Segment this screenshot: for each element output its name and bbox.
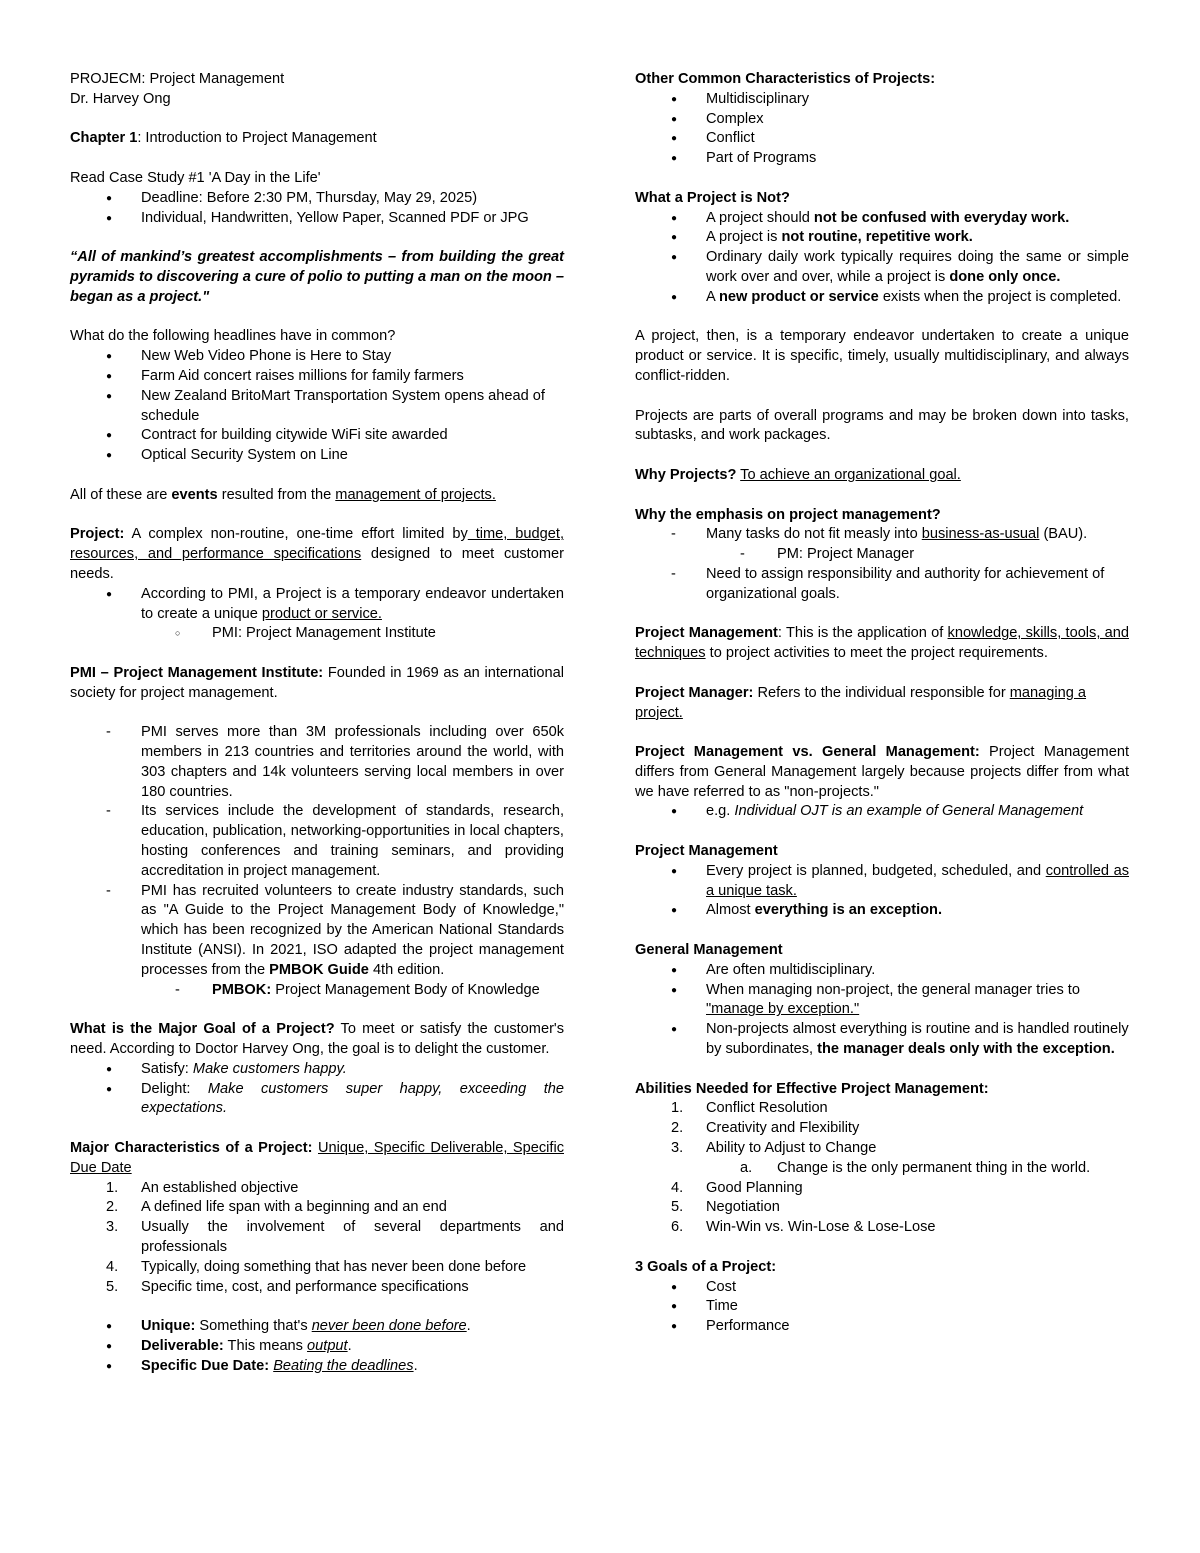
bullet-icon <box>671 129 691 150</box>
bullet-icon <box>106 1060 126 1081</box>
project-summary: A project, then, is a temporary endeavor undertaken to create a unique product or service. It is specific, timely, usually multidisciplinary, and always conflict-ridden. <box>635 328 1129 384</box>
list-item: ● A new product or service exists when the project is completed. <box>635 288 1129 308</box>
list-item: - PMI has recruited volunteers to create industry standards, such as "A Guide to the Project Management Body of Knowledge," which has been recognized by the American National Standards Institute (ANSI). In 2021, ISO adapted the project management processes from the PMBOK Guide 4th edition. <box>106 882 564 978</box>
bullet-icon <box>671 228 691 249</box>
not-project-list <box>635 209 1129 308</box>
project-definition: Project: A complex non-routine, one-time effort limited by time, budget, resources, and performance specifications designed to meet customer needs. <box>70 526 564 582</box>
chapter-title: : Introduction to Project Management <box>137 130 377 147</box>
bullet-icon <box>671 901 691 922</box>
list-item: a. Change is the only permanent thing in the world. <box>740 1159 1091 1176</box>
dash-icon: - <box>106 724 111 741</box>
goals-title: 3 Goals of a Project: <box>635 1258 777 1275</box>
list-item: ● Every project is planned, budgeted, scheduled, and controlled as a unique task. <box>635 862 1129 902</box>
bullet-icon <box>671 1278 691 1299</box>
list-item: ● Contract for building citywide WiFi site awarded <box>70 426 564 446</box>
list-item: ● Individual, Handwritten, Yellow Paper, Scanned PDF or JPG <box>70 209 564 229</box>
quote: “All of mankind’s greatest accomplishments – from building the great pyramids to discovering a cure of polio to putting a man on the moon – began as a project." <box>70 249 564 305</box>
pm-section-title: Project Management <box>635 843 778 860</box>
list-item: ● Part of Programs <box>635 149 1129 169</box>
list-item: 5. Negotiation <box>671 1199 780 1216</box>
list-item: ● Ordinary daily work typically requires doing the same or simple work over and over, while a project is done only once. <box>635 248 1129 288</box>
gm-section-list <box>635 961 1129 1060</box>
list-item: - Need to assign responsibility and authority for achievement of organizational goals. <box>671 565 1105 602</box>
events-line: All of these are events resulted from the management of projects. <box>70 486 496 503</box>
list-item: 2. A defined life span with a beginning and an end <box>106 1199 447 1216</box>
bullet-icon <box>106 387 126 408</box>
goal-list <box>70 1060 564 1119</box>
bullet-icon <box>106 446 126 467</box>
list-item: - Its services include the development of standards, research, education, publication, networking-opportunities in local chapters, hosting conferences and training seminars, and providing accreditation in project management. <box>106 803 564 879</box>
bullet-icon <box>671 288 691 309</box>
bullet-icon <box>106 367 126 388</box>
chapter-label: Chapter 1 <box>70 130 138 147</box>
abilities-title: Abilities Needed for Effective Project Management: <box>635 1080 989 1097</box>
list-item: ● Conflict <box>635 129 1129 149</box>
list-item: ● Cost <box>635 1278 1129 1298</box>
list-item: ● Almost everything is an exception. <box>635 901 1129 921</box>
characteristics-list <box>70 1179 564 1298</box>
list-item: ● Time <box>635 1297 1129 1317</box>
instructor-name: Dr. Harvey Ong <box>70 90 171 107</box>
dash-icon: - <box>106 803 111 820</box>
list-item: - Many tasks do not fit measly into business-as-usual (BAU). <box>635 525 1129 545</box>
list-item: ● According to PMI, a Project is a temporary endeavor undertaken to create a unique product or service. <box>70 585 564 625</box>
bullet-icon <box>106 585 126 606</box>
list-item: 5. Specific time, cost, and performance specifications <box>106 1278 469 1295</box>
right-column <box>635 70 1129 1337</box>
list-item: ● Satisfy: Make customers happy. <box>70 1060 564 1080</box>
project-management-definition: Project Management: This is the application of knowledge, skills, tools, and techniques to project activities to meet the project requirements. <box>635 625 1129 662</box>
course-title: PROJECM: Project Management <box>70 71 285 87</box>
list-item: 3. Usually the involvement of several departments and professionals <box>106 1219 564 1256</box>
bullet-icon <box>671 209 691 230</box>
bullet-icon <box>106 1080 126 1101</box>
list-item: ● Multidisciplinary <box>635 90 1129 110</box>
bullet-icon <box>671 149 691 170</box>
bullet-icon <box>671 110 691 131</box>
list-item: 4. Typically, doing something that has never been done before <box>106 1258 527 1275</box>
bullet-icon <box>671 961 691 982</box>
dash-icon: - <box>106 882 111 899</box>
headlines-question: What do the following headlines have in common? <box>70 328 396 345</box>
list-item: ● e.g. Individual OJT is an example of General Management <box>635 802 1129 822</box>
dash-icon: - <box>740 546 745 563</box>
characteristic-definitions <box>70 1317 564 1376</box>
list-item: ● When managing non-project, the general manager tries to "manage by exception." <box>635 981 1129 1021</box>
goals-list <box>635 1278 1129 1337</box>
bullet-icon <box>671 802 691 823</box>
major-goal: What is the Major Goal of a Project? To meet or satisfy the customer's need. According to Doctor Harvey Ong, the goal is to delight the customer. <box>70 1021 565 1058</box>
abilities-list <box>635 1099 1129 1238</box>
list-item: 2. Creativity and Flexibility <box>671 1120 860 1137</box>
emphasis-title: Why the emphasis on project management? <box>635 506 941 523</box>
list-item: - PMBOK: Project Management Body of Knowledge <box>70 981 564 1001</box>
list-item: 1. Conflict Resolution <box>671 1100 828 1117</box>
dash-icon: - <box>175 981 180 998</box>
bullet-icon <box>671 248 691 269</box>
list-item: ● Optical Security System on Line <box>70 446 564 466</box>
list-item: ● Deliverable: This means output. <box>70 1337 564 1357</box>
why-projects: Why Projects? To achieve an organizational goal. <box>635 466 961 483</box>
bullet-icon <box>106 209 126 230</box>
left-column <box>70 70 564 1377</box>
bullet-icon <box>671 1297 691 1318</box>
dash-icon: - <box>671 565 676 582</box>
bullet-icon <box>106 1357 126 1378</box>
pmi-definition-list <box>70 585 564 644</box>
list-item: ● New Zealand BritoMart Transportation System opens ahead of schedule <box>70 387 564 427</box>
list-item: ● Complex <box>635 110 1129 130</box>
bullet-icon <box>671 1020 691 1041</box>
major-characteristics: Major Characteristics of a Project: Unique, Specific Deliverable, Specific Due Date <box>70 1140 564 1176</box>
list-item: ● Specific Due Date: Beating the deadlines. <box>70 1357 564 1377</box>
pm-section-list <box>635 862 1129 921</box>
circle-bullet-icon <box>175 624 195 645</box>
list-item: 1. An established objective <box>106 1179 299 1196</box>
other-characteristics-title: Other Common Characteristics of Projects: <box>635 71 936 87</box>
list-item: ● A project should not be confused with everyday work. <box>635 209 1129 229</box>
list-item: ● Farm Aid concert raises millions for family farmers <box>70 367 564 387</box>
list-item: ● New Web Video Phone is Here to Stay <box>70 347 564 367</box>
gm-section-title: General Management <box>635 942 783 959</box>
list-item: ● Non-projects almost everything is routine and is handled routinely by subordinates, the manager deals only with the exception. <box>635 1020 1129 1060</box>
emphasis-list <box>635 525 1129 604</box>
bullet-icon <box>106 1317 126 1338</box>
pmi-heading: PMI – Project Management Institute: Founded in 1969 as an international society for project management. <box>70 664 564 701</box>
bullet-icon <box>671 1317 691 1338</box>
project-manager-definition: Project Manager: Refers to the individual responsible for managing a project. <box>635 684 1087 721</box>
list-item: ● Delight: Make customers super happy, exceeding the expectations. <box>70 1080 564 1120</box>
bullet-icon <box>106 426 126 447</box>
bullet-icon <box>106 347 126 368</box>
bullet-icon <box>671 981 691 1002</box>
list-item: ● A project is not routine, repetitive work. <box>635 228 1129 248</box>
list-item: ● Are often multidisciplinary. <box>635 961 1129 981</box>
case-study-list <box>70 189 564 229</box>
case-study-line: Read Case Study #1 'A Day in the Life' <box>70 169 321 186</box>
bullet-icon <box>106 1337 126 1358</box>
dash-icon: - <box>671 526 676 543</box>
list-item: - PM: Project Manager <box>635 545 1129 565</box>
list-item: ○ PMI: Project Management Institute <box>70 624 564 644</box>
bullet-icon <box>671 862 691 883</box>
pm-vs-gm-list <box>635 802 1129 822</box>
programs-paragraph: Projects are parts of overall programs and may be broken down into tasks, subtasks, and work packages. <box>635 407 1129 444</box>
headlines-list <box>70 347 564 466</box>
list-item: ● Deadline: Before 2:30 PM, Thursday, May 29, 2025) <box>70 189 564 209</box>
other-characteristics-list <box>635 90 1129 169</box>
pmi-list <box>70 723 564 1000</box>
bullet-icon <box>671 90 691 111</box>
list-item: - PMI serves more than 3M professionals including over 650k members in 213 countries and territories around the world, with 303 chapters and 14k volunteers serving local members in over 180 countries. <box>106 724 564 800</box>
not-project-title: What a Project is Not? <box>635 189 790 206</box>
list-item: ● Performance <box>635 1317 1129 1337</box>
list-item: 3. Ability to Adjust to Change <box>671 1140 877 1157</box>
list-item: 6. Win-Win vs. Win-Lose & Lose-Lose <box>671 1219 936 1236</box>
chapter-heading <box>70 129 564 149</box>
pm-vs-gm: Project Management vs. General Management: Project Management differs from General Management largely because projects differ from what we have referred to as "non-projects." <box>635 744 1129 800</box>
list-item: 4. Good Planning <box>671 1179 803 1196</box>
list-item: ● Unique: Something that's never been done before. <box>70 1317 564 1337</box>
bullet-icon <box>106 189 126 210</box>
